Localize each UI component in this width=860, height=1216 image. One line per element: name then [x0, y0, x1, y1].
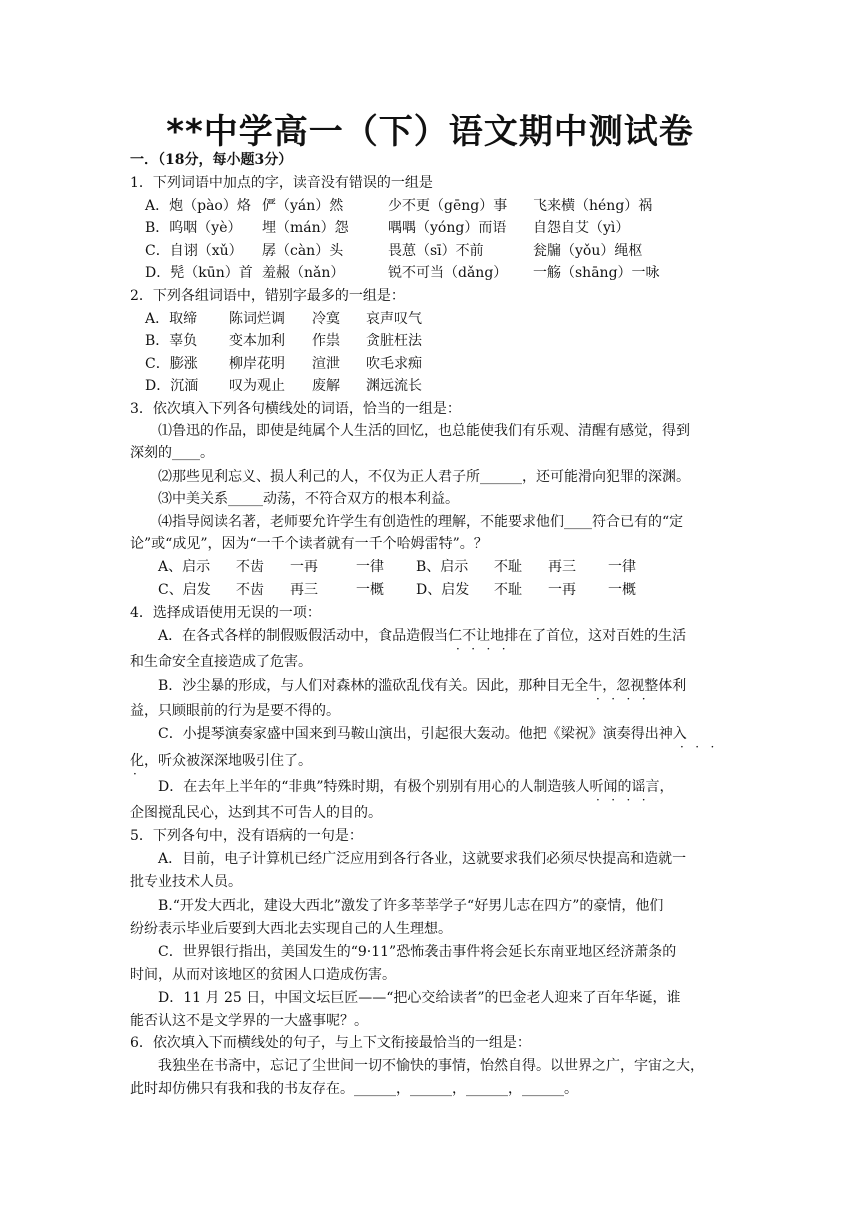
question-5-option-d: D．11 月 25 日，中国文坛巨匠——“把心交给读者”的巴金老人迎来了百年华诞，谁 — [158, 990, 681, 1006]
emphasis-dots: · · · — [680, 740, 715, 754]
question-4-option-d-cont: 企图搅乱民心，达到其不可告人的目的。 — [130, 805, 382, 821]
question-3-sentence-4-cont: 论”或“成见”，因为“一千个读者就有一千个哈姆雷特”。？ — [130, 536, 488, 552]
question-4-option-a-cont: 和生命安全直接造成了危害。 — [130, 654, 312, 670]
question-3-stem: 3．依次填入下列各句横线处的词语，恰当的一组是： — [130, 401, 461, 417]
question-5-option-d-cont: 能否认这不是文学界的一大盛事呢？。 — [130, 1013, 368, 1029]
question-5-option-a: A．目前，电子计算机已经广泛应用到各行各业，这就要求我们必须尽快提高和造就一 — [158, 851, 687, 867]
question-3-sentence-2: ⑵那些见利忘义、损人利己的人，不仅为正人君子所______，还可能滑向犯罪的深渊。 — [158, 469, 690, 485]
question-5-option-b-cont: 纷纷表示毕业后要到大西北去实现自己的人生理想。 — [130, 921, 452, 937]
question-4-option-c-cont: 化，听众被深深地吸引住了。 — [130, 753, 312, 769]
emphasis-dots: · · · · — [456, 642, 506, 656]
question-3-sentence-1-cont: 深刻的____。 — [130, 445, 214, 461]
question-3-sentence-4: ⑷指导阅读名著，老师要允许学生有创造性的理解，不能要求他们____符合已有的“定 — [158, 514, 684, 530]
question-4-option-d: D．在去年上半年的“非典”特殊时期，有极个别别有用心的人制造骇人听闻的谣言， — [158, 779, 674, 795]
question-3-sentence-3: ⑶中美关系_____动荡，不符合双方的根本利益。 — [158, 491, 459, 507]
exam-title: **中学高一（下）语文期中测试卷 — [166, 112, 694, 152]
question-1-stem: 1．下列词语中加点的字，读音没有错误的一组是 — [130, 175, 433, 191]
question-6-stem: 6．依次填入下而横线处的句子，与上下文衔接最恰当的一组是： — [130, 1035, 531, 1051]
section-heading: 一．（18分，每小题3分） — [130, 152, 293, 168]
question-4-option-a: A．在各式各样的制假贩假活动中，食品造假当仁不让地排在了首位，这对百姓的生活 — [158, 628, 687, 644]
question-4-option-b: B．沙尘暴的形成，与人们对森林的滥砍乱伐有关。因此，那种目无全牛，忽视整体利 — [158, 678, 687, 694]
question-4-stem: 4．选择成语使用无误的一项： — [130, 605, 321, 621]
question-3-sentence-1: ⑴鲁迅的作品，即使是纯属个人生活的回忆，也总能使我们有乐观、清醒有感觉，得到 — [158, 423, 690, 439]
question-6-passage-cont: 此时却仿佛只有我和我的书友存在。______，______，______，______。 — [130, 1081, 578, 1097]
emphasis-dots: · · · · — [596, 793, 646, 807]
question-4-option-c: C．小提琴演奏家盛中国来到马鞍山演出，引起很大轰动。他把《梁祝》演奏得出神入 — [158, 726, 687, 742]
question-5-option-a-cont: 批专业技术人员。 — [130, 874, 242, 890]
question-6-passage: 我独坐在书斋中，忘记了尘世间一切不愉快的事情，怡然自得。以世界之广，宇宙之大， — [158, 1058, 704, 1074]
emphasis-dots: · · · · — [596, 692, 646, 706]
question-2-stem: 2．下列各组词语中，错别字最多的一组是： — [130, 288, 405, 304]
question-5-option-b: B.“开发大西北，建设大西北”激发了许多莘莘学子“好男儿志在四方”的豪情，他们 — [158, 898, 664, 914]
question-5-option-c-cont: 时间，从而对该地区的贫困人口造成伤害。 — [130, 967, 396, 983]
question-5-stem: 5．下列各句中，没有语病的一句是： — [130, 828, 363, 844]
emphasis-dots: · — [133, 767, 137, 781]
question-4-option-b-cont: 益，只顾眼前的行为是要不得的。 — [130, 703, 340, 719]
question-5-option-c: C．世界银行指出，美国发生的“9·11”恐怖袭击事件将会延长东南亚地区经济萧条的 — [158, 944, 677, 960]
